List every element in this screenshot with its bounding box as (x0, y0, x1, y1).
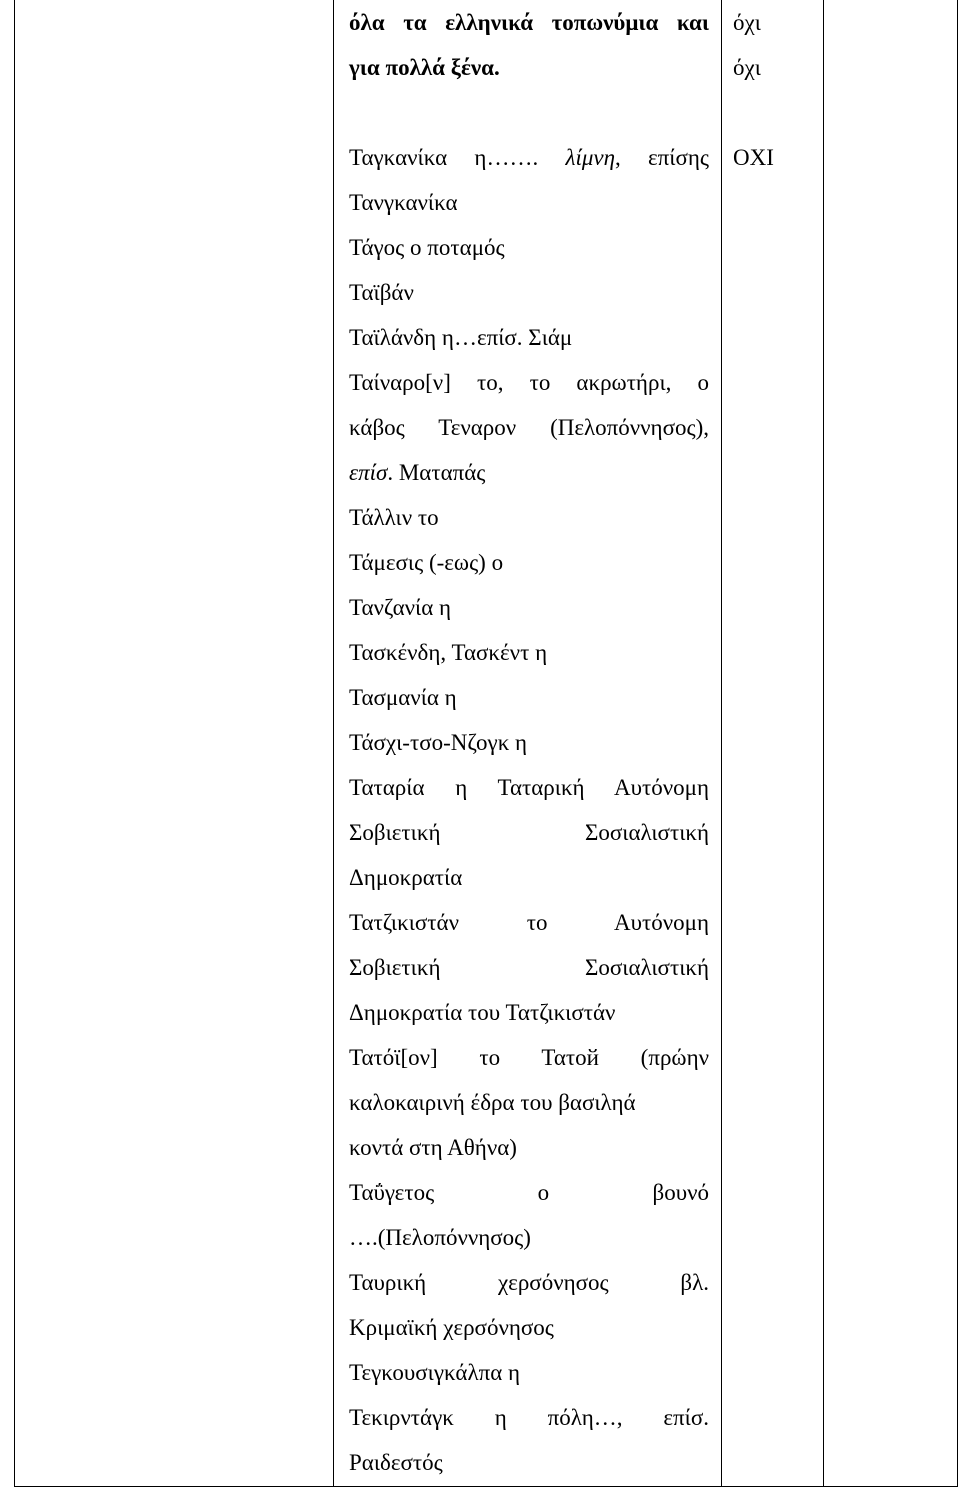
entry-taiwan: Ταϊβάν (349, 280, 414, 305)
entry-italic: λίμνη (565, 145, 615, 170)
entry-tasmania: Τασμανία η (349, 685, 457, 710)
entry-text: . Ματαπάς (387, 460, 486, 485)
entry-text: , επίσης (615, 145, 710, 170)
entry-text: Ταγκανίκα η……. (349, 145, 539, 170)
entry-thailand: Ταϊλάνδη η…επίσ. Σιάμ (349, 325, 573, 350)
entry-tekirdag-1: Τεκιρντάγκ η πόλη…, επίσ. (349, 1405, 709, 1430)
toponym-column (349, 0, 709, 1485)
spacer (349, 90, 709, 135)
intro-line-2: για πολλά ξένα. (349, 55, 500, 80)
entry-tanganyika-alt: Τανγκανίκα (349, 190, 458, 215)
entry-taygetos-2: ….(Πελοπόννησος) (349, 1225, 531, 1250)
entry-taurica-2: Κριμαϊκή χερσόνησος (349, 1315, 554, 1340)
entry-tataria-1: Ταταρία η Ταταρική Αυτόνομη (349, 775, 709, 800)
entry-tatoi-2: καλοκαιρινή έδρα του βασιληά (349, 1090, 636, 1115)
entry-taygetos-1: Ταΰγετος ο βουνό (349, 1180, 709, 1205)
entry-tekirdag-2: Ραιδεστός (349, 1450, 443, 1475)
entry-tataria-3: Δημοκρατία (349, 865, 463, 890)
answer-no-3: ΟΧΙ (733, 145, 774, 170)
entry-tagus: Τάγος ο ποταμός (349, 235, 505, 260)
entry-tashi: Τάσχι-τσο-Νζογκ η (349, 730, 528, 755)
entry-tajikistan-1: Τατζικιστάν το Αυτόνομη (349, 910, 709, 935)
entry-tashkent: Τασκένδη, Τασκέντ η (349, 640, 548, 665)
column-divider-1 (333, 0, 334, 1486)
answer-no-1: όχι (733, 10, 761, 35)
entry-tatoi-1: Τατόϊ[ον] το Τατοй (πρώην (349, 1045, 709, 1070)
entry-tainaro-2: κάβος Τεναρον (Πελοπόννησος), (349, 415, 709, 440)
entry-tajikistan-3: Δημοκρατία του Τατζικιστάν (349, 1000, 616, 1025)
entry-tegucigalpa: Τεγκουσιγκάλπα η (349, 1360, 521, 1385)
entry-tataria-2: Σοβιετική Σοσιαλιστική (349, 820, 709, 845)
entry-taurica-1: Ταυρική χερσόνησος βλ. (349, 1270, 709, 1295)
entry-italic: επίσ (349, 460, 388, 485)
entry-tatoi-3: κοντά στη Αθήνα) (349, 1135, 517, 1160)
column-divider-2 (721, 0, 722, 1486)
spacer (733, 90, 803, 135)
entry-tainaro-1: Ταίναρο[ν] το, το ακρωτήρι, ο (349, 370, 709, 395)
entry-tanzania: Τανζανία η (349, 595, 452, 620)
entry-tainaro-3 (349, 450, 709, 495)
answer-no-2: όχι (733, 55, 761, 80)
entry-thames: Τάμεσις (-εως) ο (349, 550, 504, 575)
entry-tallinn: Τάλλιν το (349, 505, 439, 530)
entry-tajikistan-2: Σοβιετική Σοσιαλιστική (349, 955, 709, 980)
intro-line-1: όλα τα ελληνικά τοπωνύμια και (349, 10, 709, 35)
answer-column (733, 0, 803, 180)
column-divider-3 (823, 0, 824, 1486)
entry-tanganyika (349, 135, 709, 180)
